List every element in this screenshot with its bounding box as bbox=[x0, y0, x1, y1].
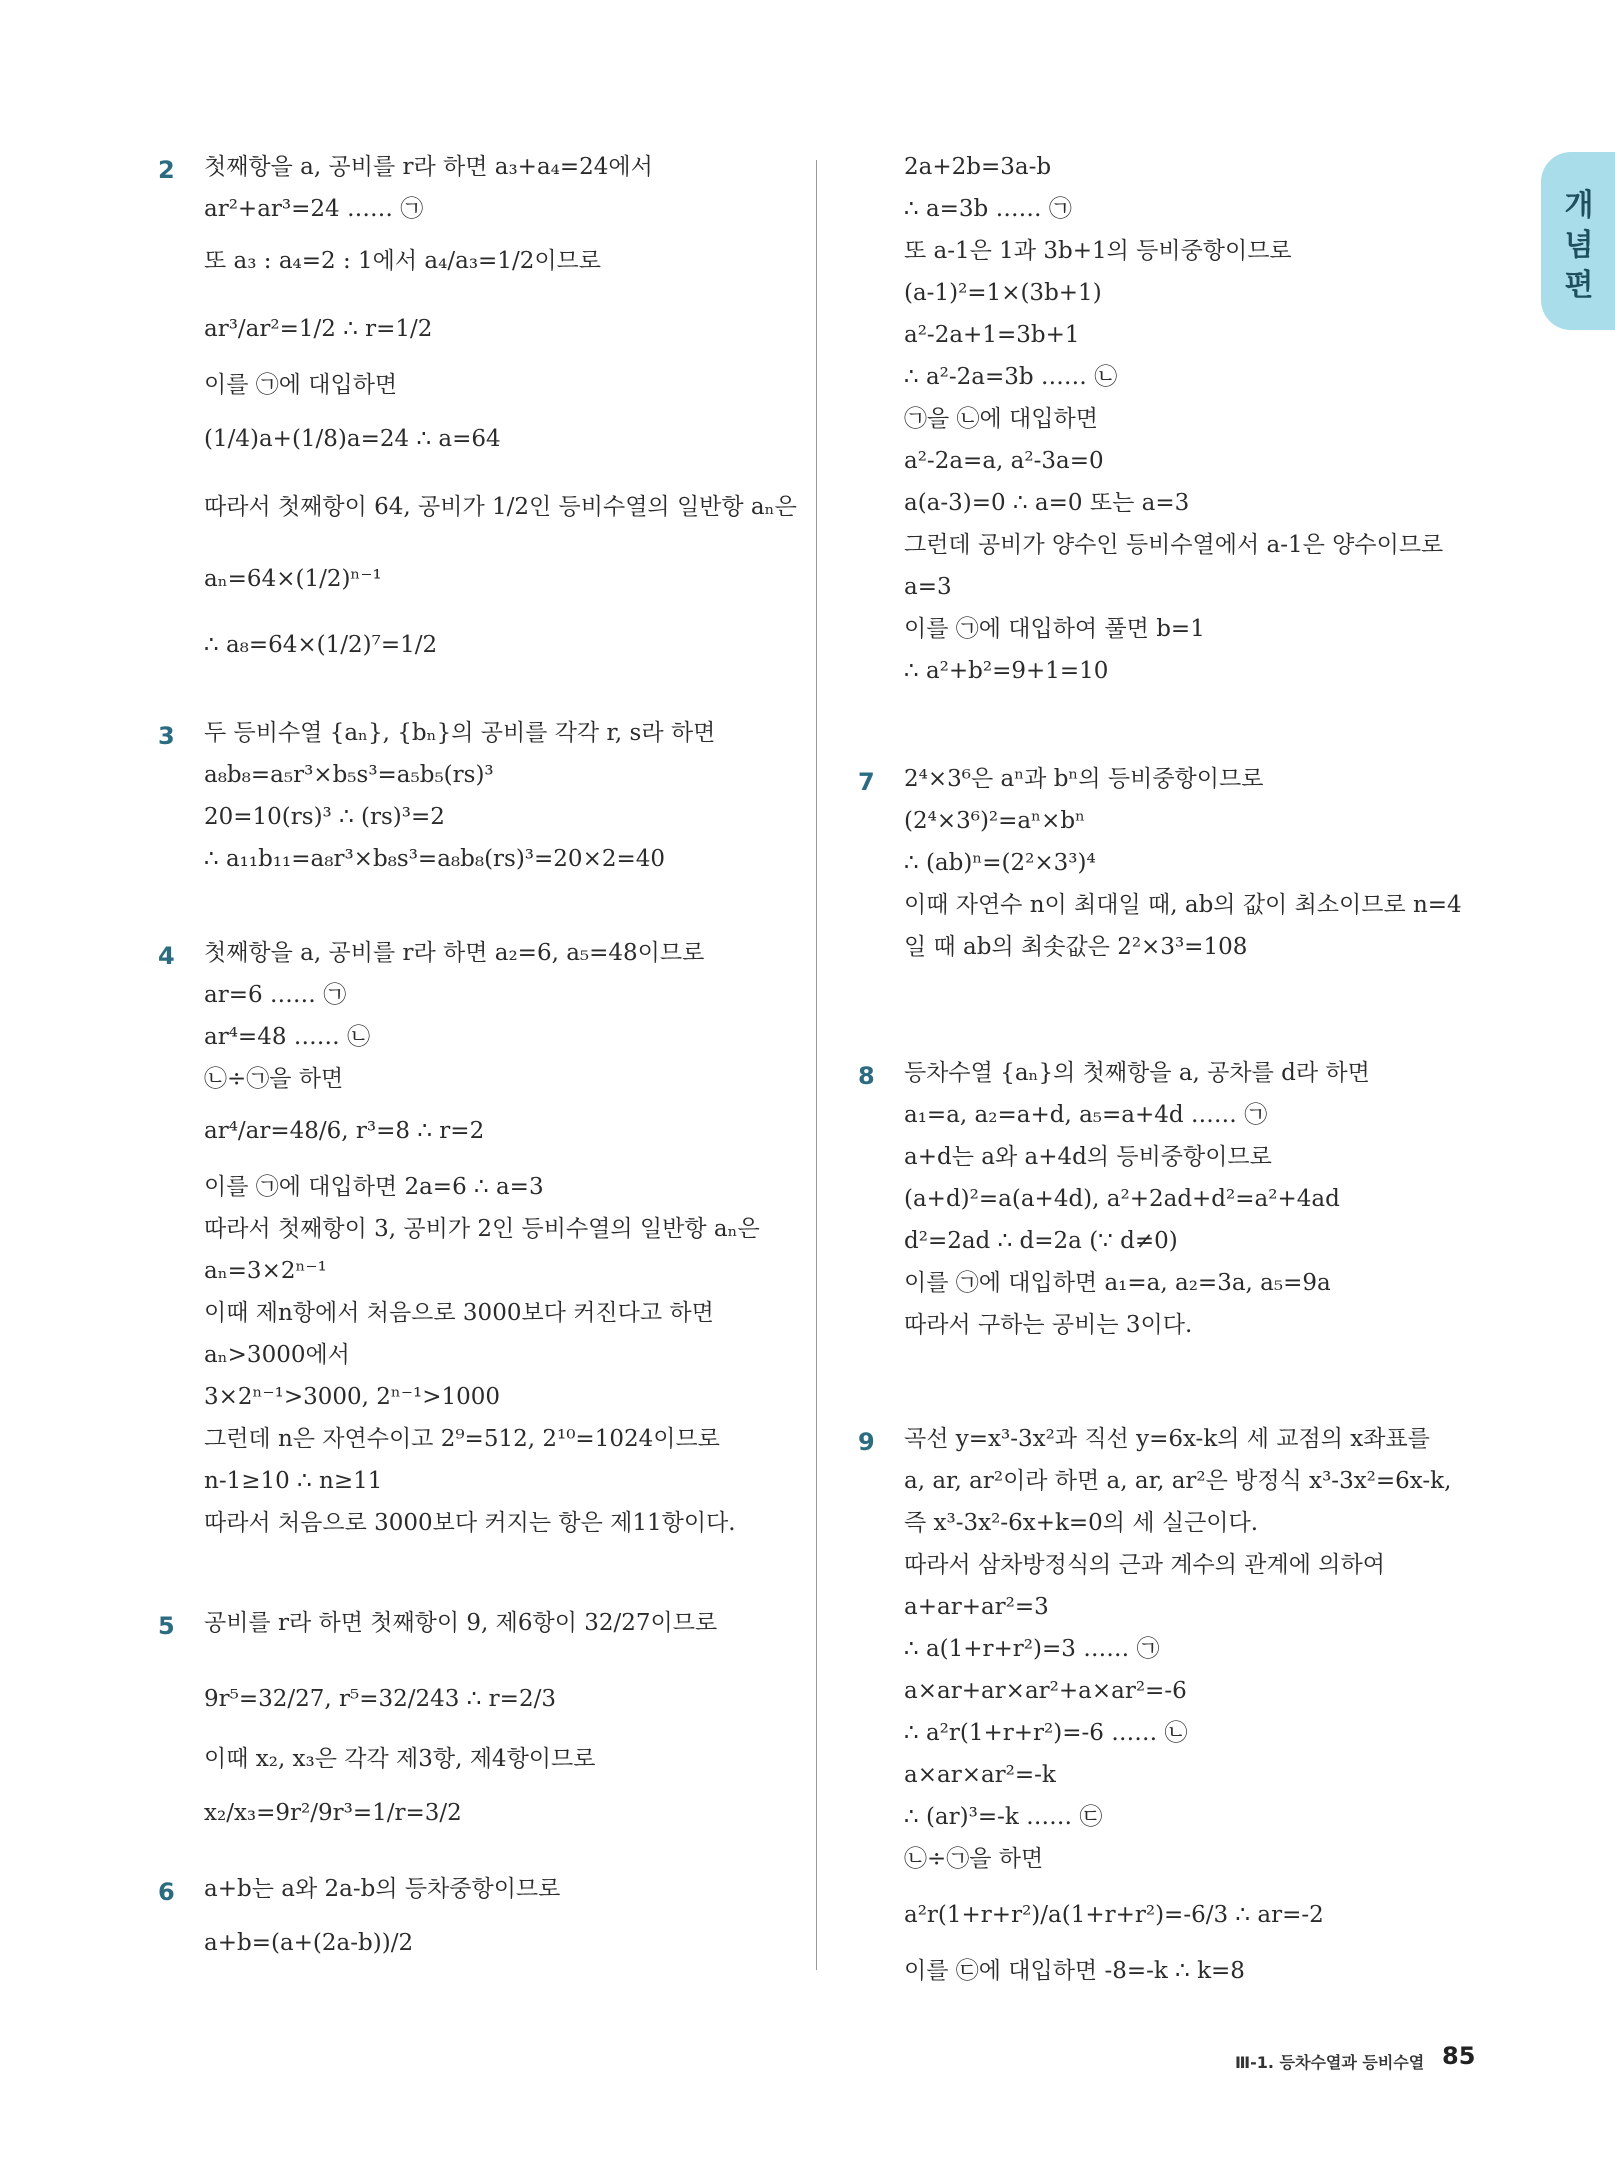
footer-section: Ⅲ-1. 등차수열과 등비수열 bbox=[1235, 2053, 1425, 2072]
solution-line: a₁=a, a₂=a+d, a₅=a+4d …… ㉠ bbox=[904, 1102, 1268, 1128]
solution-line: a²-2a+1=3b+1 bbox=[904, 322, 1080, 348]
solution-line: 따라서 구하는 공비는 3이다. bbox=[904, 1312, 1193, 1338]
solution-line: a²r(1+r+r²)/a(1+r+r²)=-6/3 ∴ ar=-2 bbox=[904, 1902, 1324, 1928]
solution-line: ∴ (ar)³=-k …… ㉢ bbox=[904, 1804, 1103, 1830]
solution-line: ar=6 …… ㉠ bbox=[204, 982, 347, 1008]
problem-number: 2 bbox=[158, 156, 175, 184]
solution-line: ∴ a²-2a=3b …… ㉡ bbox=[904, 364, 1118, 390]
solution-line: a+d는 a와 a+4d의 등비중항이므로 bbox=[904, 1144, 1272, 1170]
solution-line: (1/4)a+(1/8)a=24 ∴ a=64 bbox=[204, 426, 501, 452]
solution-line: x₂/x₃=9r²/9r³=1/r=3/2 bbox=[204, 1800, 462, 1826]
solution-line: a×ar×ar²=-k bbox=[904, 1762, 1056, 1788]
solution-line: ㉡÷㉠을 하면 bbox=[204, 1066, 344, 1092]
problem-number: 8 bbox=[858, 1062, 875, 1090]
solution-line: 20=10(rs)³ ∴ (rs)³=2 bbox=[204, 804, 445, 830]
solution-line: ∴ a(1+r+r²)=3 …… ㉠ bbox=[904, 1636, 1160, 1662]
solution-line: (a+d)²=a(a+4d), a²+2ad+d²=a²+4ad bbox=[904, 1186, 1340, 1212]
page-number: 85 bbox=[1442, 2042, 1476, 2070]
solution-line: ∴ a²r(1+r+r²)=-6 …… ㉡ bbox=[904, 1720, 1188, 1746]
problem-number: 6 bbox=[158, 1878, 175, 1906]
solution-line: 등차수열 {aₙ}의 첫째항을 a, 공차를 d라 하면 bbox=[904, 1060, 1370, 1086]
problem-number: 4 bbox=[158, 942, 175, 970]
solution-line: 3×2ⁿ⁻¹>3000, 2ⁿ⁻¹>1000 bbox=[204, 1384, 501, 1410]
solution-line: ar⁴/ar=48/6, r³=8 ∴ r=2 bbox=[204, 1118, 485, 1144]
solution-line: 공비를 r라 하면 첫째항이 9, 제6항이 32/27이므로 bbox=[204, 1610, 718, 1636]
solution-line: 2⁴×3⁶은 aⁿ과 bⁿ의 등비중항이므로 bbox=[904, 766, 1264, 792]
solution-line: 이를 ㉢에 대입하면 -8=-k ∴ k=8 bbox=[904, 1958, 1245, 1984]
solution-line: d²=2ad ∴ d=2a (∵ d≠0) bbox=[904, 1228, 1178, 1254]
solution-line: ∴ a²+b²=9+1=10 bbox=[904, 658, 1109, 684]
solution-line: 따라서 처음으로 3000보다 커지는 항은 제11항이다. bbox=[204, 1510, 736, 1536]
solution-line: 9r⁵=32/27, r⁵=32/243 ∴ r=2/3 bbox=[204, 1686, 556, 1712]
solution-line: 그런데 공비가 양수인 등비수열에서 a-1은 양수이므로 bbox=[904, 532, 1444, 558]
side-tab-label: 개념편 bbox=[1564, 188, 1594, 303]
solution-line: 이를 ㉠에 대입하면 a₁=a, a₂=3a, a₅=9a bbox=[904, 1270, 1331, 1296]
solution-line: a, ar, ar²이라 하면 a, ar, ar²은 방정식 x³-3x²=6x-k, bbox=[904, 1468, 1452, 1494]
solution-line: n-1≥10 ∴ n≥11 bbox=[204, 1468, 383, 1494]
column-divider bbox=[816, 160, 817, 1970]
problem-number: 9 bbox=[858, 1428, 875, 1456]
solution-line: 이때 제n항에서 처음으로 3000보다 커진다고 하면 bbox=[204, 1300, 714, 1326]
solution-line: 곡선 y=x³-3x²과 직선 y=6x-k의 세 교점의 x좌표를 bbox=[904, 1426, 1430, 1452]
solution-line: 이를 ㉠에 대입하면 bbox=[204, 372, 398, 398]
solution-line: ar²+ar³=24 …… ㉠ bbox=[204, 196, 424, 222]
solution-line: 따라서 첫째항이 64, 공비가 1/2인 등비수열의 일반항 aₙ은 bbox=[204, 494, 797, 520]
solution-line: ar³/ar²=1/2 ∴ r=1/2 bbox=[204, 316, 433, 342]
solution-line: 두 등비수열 {aₙ}, {bₙ}의 공비를 각각 r, s라 하면 bbox=[204, 720, 716, 746]
problem-number: 7 bbox=[858, 768, 875, 796]
solution-line: 즉 x³-3x²-6x+k=0의 세 실근이다. bbox=[904, 1510, 1259, 1536]
problem-number: 5 bbox=[158, 1612, 175, 1640]
solution-line: aₙ>3000에서 bbox=[204, 1342, 350, 1368]
solution-line: ㉠을 ㉡에 대입하면 bbox=[904, 406, 1098, 432]
solution-line: a+ar+ar²=3 bbox=[904, 1594, 1049, 1620]
solution-line: 또 a₃ : a₄=2 : 1에서 a₄/a₃=1/2이므로 bbox=[204, 248, 601, 274]
solution-line: 따라서 첫째항이 3, 공비가 2인 등비수열의 일반항 aₙ은 bbox=[204, 1216, 760, 1242]
solution-line: a=3 bbox=[904, 574, 952, 600]
solution-line: 이를 ㉠에 대입하면 2a=6 ∴ a=3 bbox=[204, 1174, 544, 1200]
solution-line: a+b는 a와 2a-b의 등차중항이므로 bbox=[204, 1876, 561, 1902]
solution-line: 이때 자연수 n이 최대일 때, ab의 값이 최소이므로 n=4 bbox=[904, 892, 1462, 918]
problem-number: 3 bbox=[158, 722, 175, 750]
side-tab bbox=[1541, 152, 1615, 330]
solution-line: ∴ a₁₁b₁₁=a₈r³×b₈s³=a₈b₈(rs)³=20×2=40 bbox=[204, 846, 666, 872]
solution-line: 첫째항을 a, 공비를 r라 하면 a₂=6, a₅=48이므로 bbox=[204, 940, 705, 966]
solution-line: 따라서 삼차방정식의 근과 계수의 관계에 의하여 bbox=[904, 1552, 1385, 1578]
solution-line: a×ar+ar×ar²+a×ar²=-6 bbox=[904, 1678, 1187, 1704]
solution-line: a²-2a=a, a²-3a=0 bbox=[904, 448, 1104, 474]
solution-line: ∴ a=3b …… ㉠ bbox=[904, 196, 1072, 222]
solution-line: aₙ=3×2ⁿ⁻¹ bbox=[204, 1258, 327, 1284]
solution-line: ∴ (ab)ⁿ=(2²×3³)⁴ bbox=[904, 850, 1096, 876]
solution-line: 첫째항을 a, 공비를 r라 하면 a₃+a₄=24에서 bbox=[204, 154, 653, 180]
solution-line: 이를 ㉠에 대입하여 풀면 b=1 bbox=[904, 616, 1205, 642]
solution-line: 2a+2b=3a-b bbox=[904, 154, 1052, 180]
solution-line: aₙ=64×(1/2)ⁿ⁻¹ bbox=[204, 566, 382, 592]
solution-line: ㉡÷㉠을 하면 bbox=[904, 1846, 1044, 1872]
solution-line: 일 때 ab의 최솟값은 2²×3³=108 bbox=[904, 934, 1248, 960]
solution-line: a₈b₈=a₅r³×b₅s³=a₅b₅(rs)³ bbox=[204, 762, 494, 788]
solution-line: a(a-3)=0 ∴ a=0 또는 a=3 bbox=[904, 490, 1190, 516]
solution-line: (2⁴×3⁶)²=aⁿ×bⁿ bbox=[904, 808, 1086, 834]
solution-line: 그런데 n은 자연수이고 2⁹=512, 2¹⁰=1024이므로 bbox=[204, 1426, 720, 1452]
solution-line: (a-1)²=1×(3b+1) bbox=[904, 280, 1102, 306]
solution-line: 이때 x₂, x₃은 각각 제3항, 제4항이므로 bbox=[204, 1746, 596, 1772]
solution-line: 또 a-1은 1과 3b+1의 등비중항이므로 bbox=[904, 238, 1292, 264]
solution-line: a+b=(a+(2a-b))/2 bbox=[204, 1930, 414, 1956]
solution-line: ∴ a₈=64×(1/2)⁷=1/2 bbox=[204, 632, 438, 658]
solution-line: ar⁴=48 …… ㉡ bbox=[204, 1024, 371, 1050]
